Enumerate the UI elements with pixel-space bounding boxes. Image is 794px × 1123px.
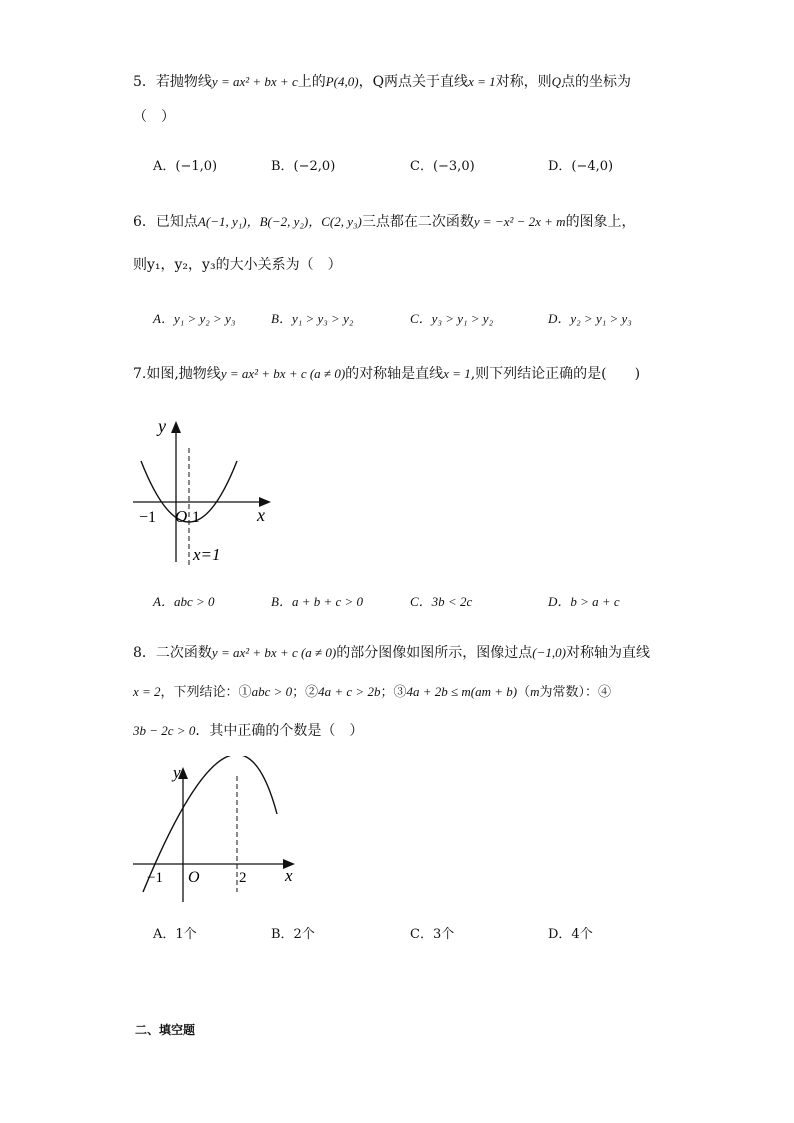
q7-y-label: y bbox=[158, 416, 166, 436]
q8-text-d: ；③ bbox=[380, 685, 407, 700]
q6-option-d[interactable]: D．y₂ > y₁ > y₃ bbox=[548, 311, 632, 326]
q8-text-e: （ bbox=[517, 685, 531, 700]
q8-line3 bbox=[133, 721, 363, 741]
q6-option-b[interactable]: B．y₁ > y₃ > y₂ bbox=[271, 311, 354, 326]
q6-points: A(−1, y₁)，B(−2, y₂)，C(2, y₃) bbox=[197, 214, 362, 229]
q7-equation: y = ax² + bx + c (a ≠ 0) bbox=[220, 366, 346, 381]
q8-conclusion-3: 4a + 2b ≤ m(am + b) bbox=[406, 684, 518, 699]
q7-axis-label: x=1 bbox=[193, 545, 221, 564]
q5-paren: （ ） bbox=[133, 109, 175, 125]
q8-option-c[interactable]: C．3个 bbox=[410, 927, 455, 942]
q8-conclusion-2: 4a + c > 2b bbox=[318, 684, 381, 699]
q8-neg-one-label: −1 bbox=[147, 870, 163, 886]
q7-option-d[interactable]: D．b > a + c bbox=[548, 594, 620, 609]
section-title-fill-in: 二、填空题 bbox=[135, 1023, 196, 1037]
q5-prefix: 5．若抛物线 bbox=[133, 74, 212, 90]
q5-text4: 点的坐标为 bbox=[561, 74, 631, 90]
q8-text-b: ，下列结论：① bbox=[160, 685, 252, 700]
q6-stem bbox=[133, 212, 636, 232]
q5-q-point: Q bbox=[551, 74, 561, 89]
q5-text3: 对称，则 bbox=[495, 74, 552, 90]
q8-equation: y = ax² + bx + c (a ≠ 0) bbox=[211, 645, 337, 660]
q8-conclusion-1: abc > 0 bbox=[251, 684, 293, 699]
q6-line2: 则y₁，y₂，y₃的大小关系为（ ） bbox=[133, 257, 342, 273]
q6-text2: 的图象上， bbox=[565, 214, 636, 230]
q8-prefix: 8．二次函数 bbox=[133, 645, 212, 661]
q7-option-b[interactable]: B．a + b + c > 0 bbox=[271, 594, 364, 609]
q7-axis: x = 1 bbox=[443, 366, 471, 381]
q8-m-var: m bbox=[530, 684, 540, 699]
q8-y-label: y bbox=[173, 763, 181, 782]
q7-text2: ,则下列结论正确的是( ) bbox=[470, 366, 641, 382]
q7-neg-one-label: −1 bbox=[139, 509, 157, 526]
q8-text1: 的部分图像如图所示，图像过点 bbox=[336, 645, 533, 661]
q8-conclusion-4: 3b − 2c > 0 bbox=[133, 723, 196, 738]
q8-parabola-graph bbox=[125, 756, 305, 906]
q6-option-a[interactable]: A．y₁ > y₂ > y₃ bbox=[153, 311, 236, 326]
q5-text2: ，Q两点关于直线 bbox=[358, 74, 469, 90]
q5-axis: x = 1 bbox=[468, 74, 496, 89]
q7-option-c[interactable]: C．3b < 2c bbox=[410, 594, 473, 609]
q5-point-p: P(4,0) bbox=[325, 74, 359, 89]
q8-text-f: 为常数）：④ bbox=[539, 685, 612, 700]
q8-stem bbox=[133, 643, 650, 663]
q6-text1: 三点都在二次函数 bbox=[361, 214, 474, 230]
q8-axis: x = 2 bbox=[133, 684, 161, 699]
q6-equation: y = −x² − 2x + m bbox=[473, 214, 566, 229]
q6-option-c[interactable]: C．y₃ > y₁ > y₂ bbox=[410, 311, 494, 326]
q8-line2 bbox=[133, 682, 611, 703]
q5-option-b[interactable]: B．(−2,0) bbox=[271, 159, 336, 174]
q6-prefix: 6．已知点 bbox=[133, 214, 198, 230]
q8-option-b[interactable]: B．2个 bbox=[271, 927, 315, 942]
q7-x-label: x bbox=[257, 505, 265, 525]
q7-text1: 的对称轴是直线 bbox=[345, 366, 444, 382]
q5-stem bbox=[133, 72, 631, 92]
q7-one-label: 1 bbox=[192, 509, 200, 526]
q5-option-a[interactable]: A．(−1,0) bbox=[153, 159, 218, 174]
q8-parabola-curve bbox=[143, 756, 277, 892]
q7-origin-label: O bbox=[175, 507, 188, 526]
q7-option-a[interactable]: A．abc > 0 bbox=[153, 594, 215, 609]
q8-text-line3: ．其中正确的个数是（ ） bbox=[195, 723, 364, 739]
q8-point: (−1,0) bbox=[532, 645, 566, 660]
q5-option-d[interactable]: D．(−4,0) bbox=[548, 159, 614, 174]
q8-option-d[interactable]: D．4个 bbox=[548, 927, 593, 942]
q5-equation: y = ax² + bx + c bbox=[211, 74, 298, 89]
q8-x-label: x bbox=[285, 866, 293, 885]
q8-option-a[interactable]: A．1个 bbox=[153, 927, 197, 942]
q5-text1: 上的 bbox=[297, 74, 326, 90]
q8-text2: 对称轴为直线 bbox=[565, 645, 650, 661]
q8-origin-label: O bbox=[188, 869, 200, 886]
q7-prefix: 7.如图,抛物线 bbox=[133, 366, 221, 382]
q7-y-arrow bbox=[171, 421, 181, 433]
q7-parabola-graph bbox=[125, 412, 285, 572]
q5-option-c[interactable]: C．(−3,0) bbox=[410, 159, 475, 174]
q7-stem bbox=[133, 364, 640, 384]
q8-two-label: 2 bbox=[239, 870, 247, 886]
q8-text-c: ；② bbox=[292, 685, 319, 700]
